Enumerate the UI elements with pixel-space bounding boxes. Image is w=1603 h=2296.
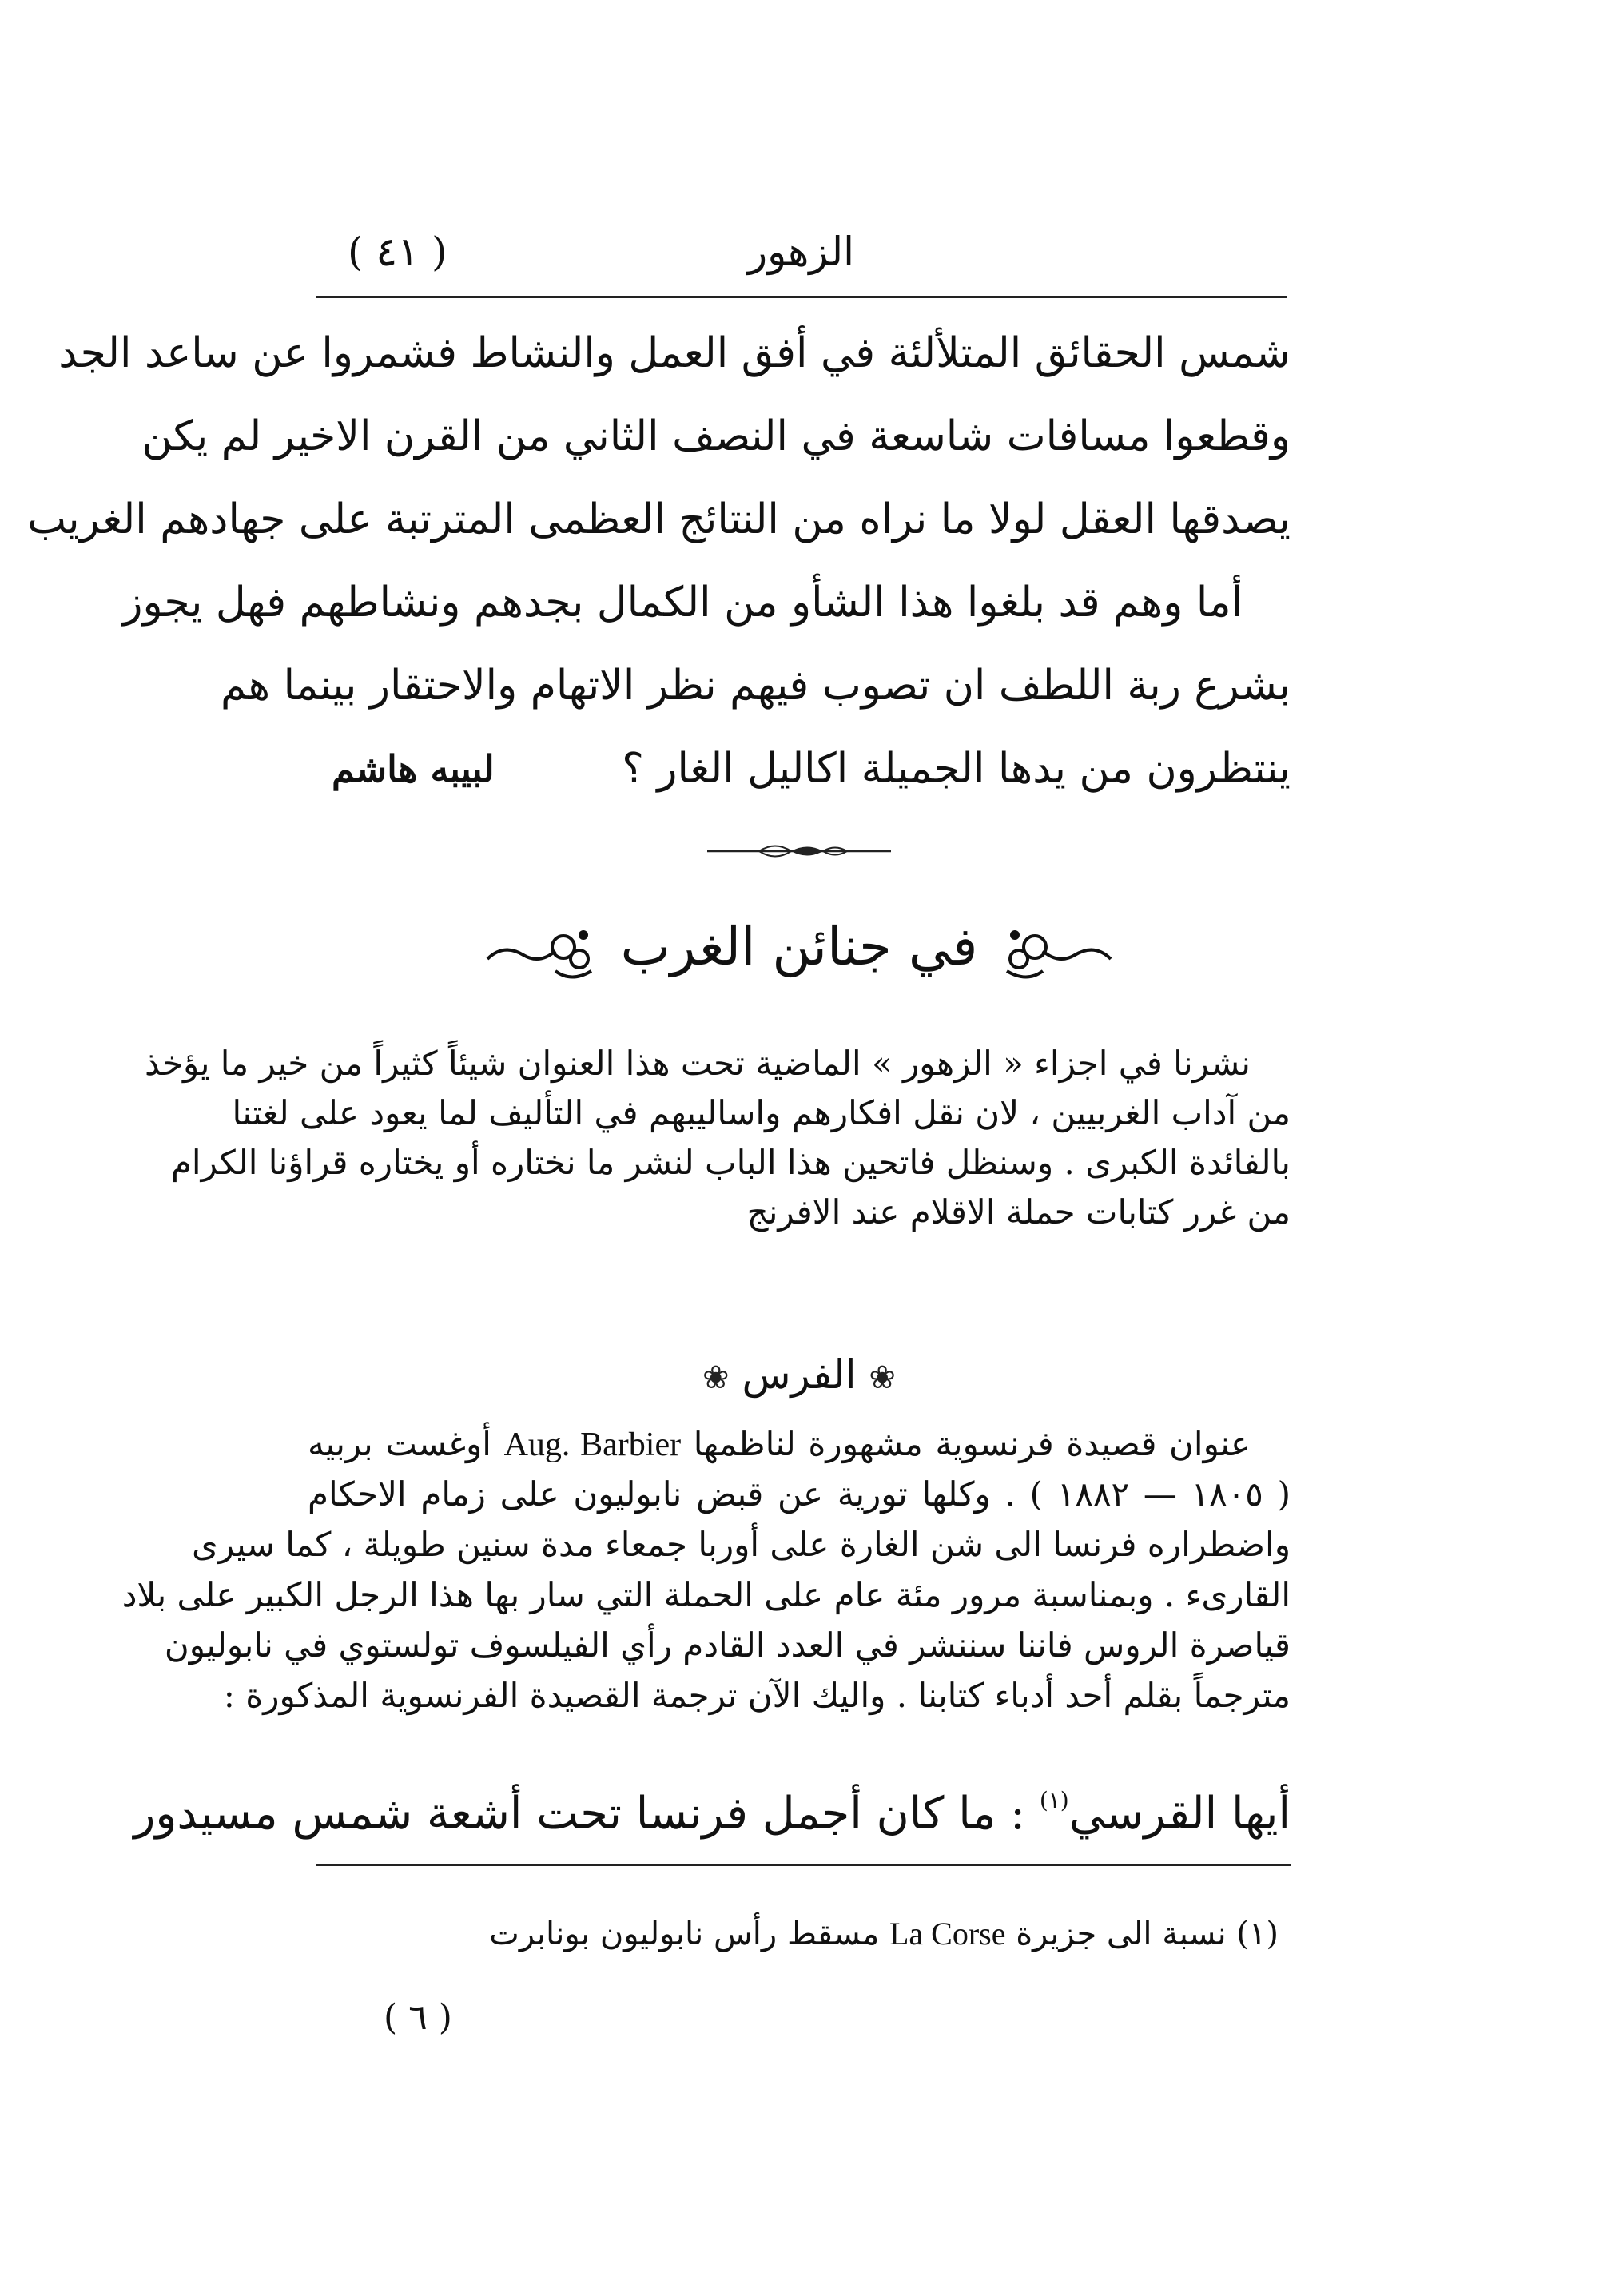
text-fragment: أوغست بربيه xyxy=(308,1424,491,1463)
verse-line xyxy=(133,1770,1291,1858)
text-fragment: : ما كان أجمل فرنسا تحت أشعة شمس مسيدور xyxy=(133,1788,1025,1840)
heading-bracket-right: ❀ xyxy=(869,1359,896,1396)
text-line: قياصرة الروس فاننا سننشر في العدد القادم رأي الفيلسوف تولستوي في نابوليون xyxy=(164,1626,1291,1665)
header-rule xyxy=(316,296,1287,298)
text-fragment: نسبة الى جزيرة xyxy=(1016,1916,1227,1952)
poem-title: الفرس xyxy=(742,1351,857,1398)
text-line: ينتظرون من يدها الجميلة اكاليل الغار ؟ xyxy=(622,745,1291,793)
latin-name: Aug. Barbier xyxy=(503,1427,682,1463)
footnote-reference: (١) xyxy=(1039,1787,1069,1813)
separator-ornament xyxy=(703,839,895,863)
running-header xyxy=(316,224,1287,288)
footnote xyxy=(463,1906,1279,1962)
section-title: في جنائن الغرب xyxy=(620,916,978,977)
closing-line xyxy=(308,727,1291,810)
footnote-rule xyxy=(316,1864,1291,1866)
text-line: واضطراره فرنسا الى شن الغارة على أوربا جمعاء مدة سنين طويلة ، كما سيرى xyxy=(192,1525,1291,1564)
journal-title: الزهور xyxy=(747,229,855,275)
text-line: من آداب الغربيين ، لان نقل افكارهم واساليبهم في التأليف لما يعود على لغتنا xyxy=(232,1093,1291,1132)
text-line: من غرر كتابات حملة الاقلام عند الافرنج xyxy=(746,1192,1291,1232)
text-line xyxy=(308,1419,1291,1469)
text-line: شمس الحقائق المتلألئة في أفق العمل والنشاط فشمروا عن ساعد الجد xyxy=(58,329,1291,377)
text-line: بالفائدة الكبرى . وسنظل فاتحين هذا الباب لنشر ما نختاره أو يختاره قراؤنا الكرام xyxy=(170,1143,1291,1182)
section-intro xyxy=(145,1039,1291,1237)
text-line: بشرع ربة اللطف ان تصوب فيهم نظر الاتهام والاحتقار بينما هم xyxy=(221,662,1291,710)
poem-heading xyxy=(559,1347,1039,1403)
text-line: أما وهم قد بلغوا هذا الشأو من الكمال بجدهم ونشاطهم فهل يجوز xyxy=(122,579,1243,627)
ornament-right-icon xyxy=(999,915,1119,987)
text-line: وقطعوا مسافات شاسعة في النصف الثاني من القرن الاخير لم يكن xyxy=(141,412,1291,460)
text-line: مترجماً بقلم أحد أدباء كتابنا . واليك الآن ترجمة القصيدة الفرنسوية المذكورة : xyxy=(223,1676,1291,1715)
heading-bracket-left: ❀ xyxy=(702,1359,730,1396)
text-fragment: عنوان قصيدة فرنسوية مشهورة لناظمها xyxy=(693,1424,1251,1463)
text-line: يصدقها العقل لولا ما نراه من النتائج العظمى المترتبة على جهادهم الغريب xyxy=(27,495,1291,543)
article-continuation xyxy=(27,312,1291,810)
latin-name: La Corse xyxy=(889,1916,1006,1952)
text-line: نشرنا في اجزاء « الزهور » الماضية تحت هذا العنوان شيئاً كثيراً من خير ما يؤخذ xyxy=(145,1044,1251,1083)
text-fragment: أيها القرسي xyxy=(1068,1788,1291,1840)
ornament-left-icon xyxy=(479,915,599,987)
author-signature: لبيبه هاشم xyxy=(332,747,495,790)
page-number: ( ٤١ ) xyxy=(348,229,447,275)
text-fragment: مسقط رأس نابوليون بونابرت xyxy=(489,1916,880,1952)
text-line: القارىء . وبمناسبة مرور مئة عام على الحملة التي سار بها هذا الرجل الكبير على بلاد xyxy=(121,1575,1291,1614)
poem-introduction xyxy=(121,1419,1291,1721)
footnote-number: (١) xyxy=(1236,1916,1279,1952)
text-line: ( ١٨٠٥ — ١٨٨٢ ) . وكلها تورية عن قبض نابوليون على زمام الاحكام xyxy=(308,1474,1291,1514)
section-heading xyxy=(479,899,1119,995)
signature-mark: ( ٦ ) xyxy=(384,1997,452,2038)
